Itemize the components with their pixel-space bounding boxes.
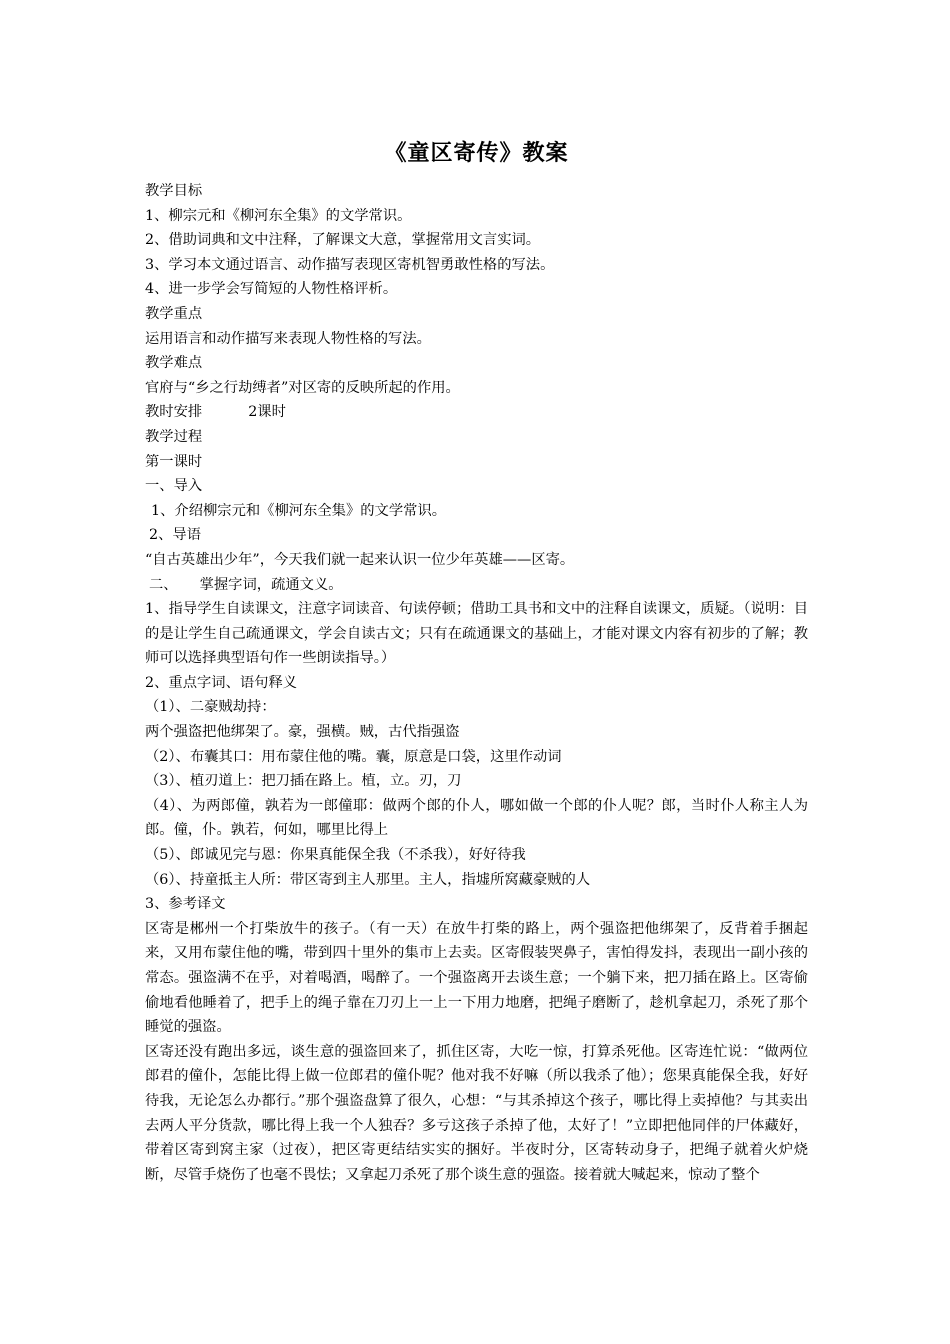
gloss-1-explanation: 两个强盗把他绑架了。豪，强横。贼，古代指强盗: [145, 724, 460, 741]
goal-item-1: 1、柳宗元和《柳河东全集》的文学常识。: [145, 207, 412, 224]
heading-key-points: 教学重点: [145, 305, 203, 322]
document-page: [145, 138, 808, 1187]
intro-quote: “自古英雄出少年”，今天我们就一起来认识一位少年英雄——区寄。: [145, 551, 575, 568]
vocab-item-3: 3、参考译文: [145, 896, 226, 913]
schedule-value: 2课时: [248, 404, 286, 421]
gloss-3: （3）、植刃道上：把刀插在路上。植，立。刃，刀: [145, 773, 462, 790]
section-title: 掌握字词，疏通文义。: [199, 576, 343, 593]
document-title: 《童区寄传》教案: [384, 140, 569, 166]
heading-first-lesson: 第一课时: [145, 453, 203, 470]
gloss-4: （4）、为两郎僮，孰若为一郎僮耶：做两个郎的仆人，哪如做一个郎的仆人呢？郎，当时仆人称主人为郎。僮，仆。孰若，何如，哪里比得上: [145, 797, 808, 839]
goal-item-2: 2、借助词典和文中注释，了解课文大意，掌握常用文言实词。: [145, 232, 541, 249]
key-points-text: 运用语言和动作描写来表现人物性格的写法。: [145, 330, 431, 347]
heading-difficulties: 教学难点: [145, 355, 203, 372]
gloss-5: （5）、郎诚见完与恩：你果真能保全我（不杀我），好好待我: [145, 847, 526, 864]
section-introduction: 一、导入: [145, 478, 203, 495]
schedule-label: 教时安排: [145, 404, 203, 421]
gloss-1: （1）、二豪贼劫持：: [145, 699, 276, 716]
intro-item-1: 1、介绍柳宗元和《柳河东全集》的文学常识。: [151, 502, 447, 519]
schedule-line: [145, 400, 808, 425]
translation-paragraph-1: 区寄是郴州一个打柴放牛的孩子。（有一天）在放牛打柴的路上，两个强盗把他绑架了，反背着手捆起来，又用布蒙住他的嘴，带到四十里外的集市上去卖。区寄假装哭鼻子，害怕得发抖，表现出一副小孩的常态。强盗满不在乎，对着喝酒，喝醉了。一个强盗离开去谈生意；一个躺下来，把刀插在路上。区寄偷偷地看他睡着了，把手上的绳子靠在刀刃上一上一下用力地磨，把绳子磨断了，趁机拿起刀，杀死了那个睡觉的强盗。: [145, 920, 808, 1036]
intro-item-2: 2、导语: [149, 527, 201, 544]
heading-process: 教学过程: [145, 428, 203, 445]
goal-item-3: 3、学习本文通过语言、动作描写表现区寄机智勇敢性格的写法。: [145, 256, 555, 273]
vocab-item-2: 2、重点字词、语句释义: [145, 674, 298, 691]
section-vocabulary: [145, 573, 808, 598]
gloss-2: （2）、布囊其口：用布蒙住他的嘴。囊，原意是口袋，这里作动词: [145, 748, 562, 765]
gloss-6: （6）、持童抵主人所：带区寄到主人那里。主人，指墟所窝藏豪贼的人: [145, 871, 591, 888]
translation-paragraph-2: 区寄还没有跑出多远，谈生意的强盗回来了，抓住区寄，大吃一惊，打算杀死他。区寄连忙说：“做两位郎君的僮仆，怎能比得上做一位郎君的僮仆呢？他对我不好嘛（所以我杀了他）；您果真能保全我，好好待我，无论怎么办都行。”那个强盗盘算了很久，心想：“与其杀掉这个孩子，哪比得上卖掉他？与其卖出去两人平分货款，哪比得上我一个人独吞？多亏这孩子杀掉了他，太好了！”立即把他同伴的尸体藏好，带着区寄到窝主家（过夜），把区寄更结结实实的捆好。半夜时分，区寄转动身子，把绳子就着火炉烧断，尽管手烧伤了也毫不畏怯；又拿起刀杀死了那个谈生意的强盗。接着就大喊起来，惊动了整个: [145, 1043, 808, 1183]
difficulties-text: 官府与“乡之行劫缚者”对区寄的反映所起的作用。: [145, 379, 460, 396]
section-number: 二、: [149, 576, 178, 593]
goal-item-4: 4、进一步学会写简短的人物性格评析。: [145, 281, 398, 298]
heading-teaching-goals: 教学目标: [145, 183, 203, 199]
vocab-item-1: 1、指导学生自读课文，注意字词读音、句读停顿；借助工具书和文中的注释自读课文，质疑。（说明：目的是让学生自己疏通课文，学会自读古文；只有在疏通课文的基础上，才能对课文内容有初步的了解；教师可以选择典型语句作一些朗读指导。）: [145, 601, 808, 667]
